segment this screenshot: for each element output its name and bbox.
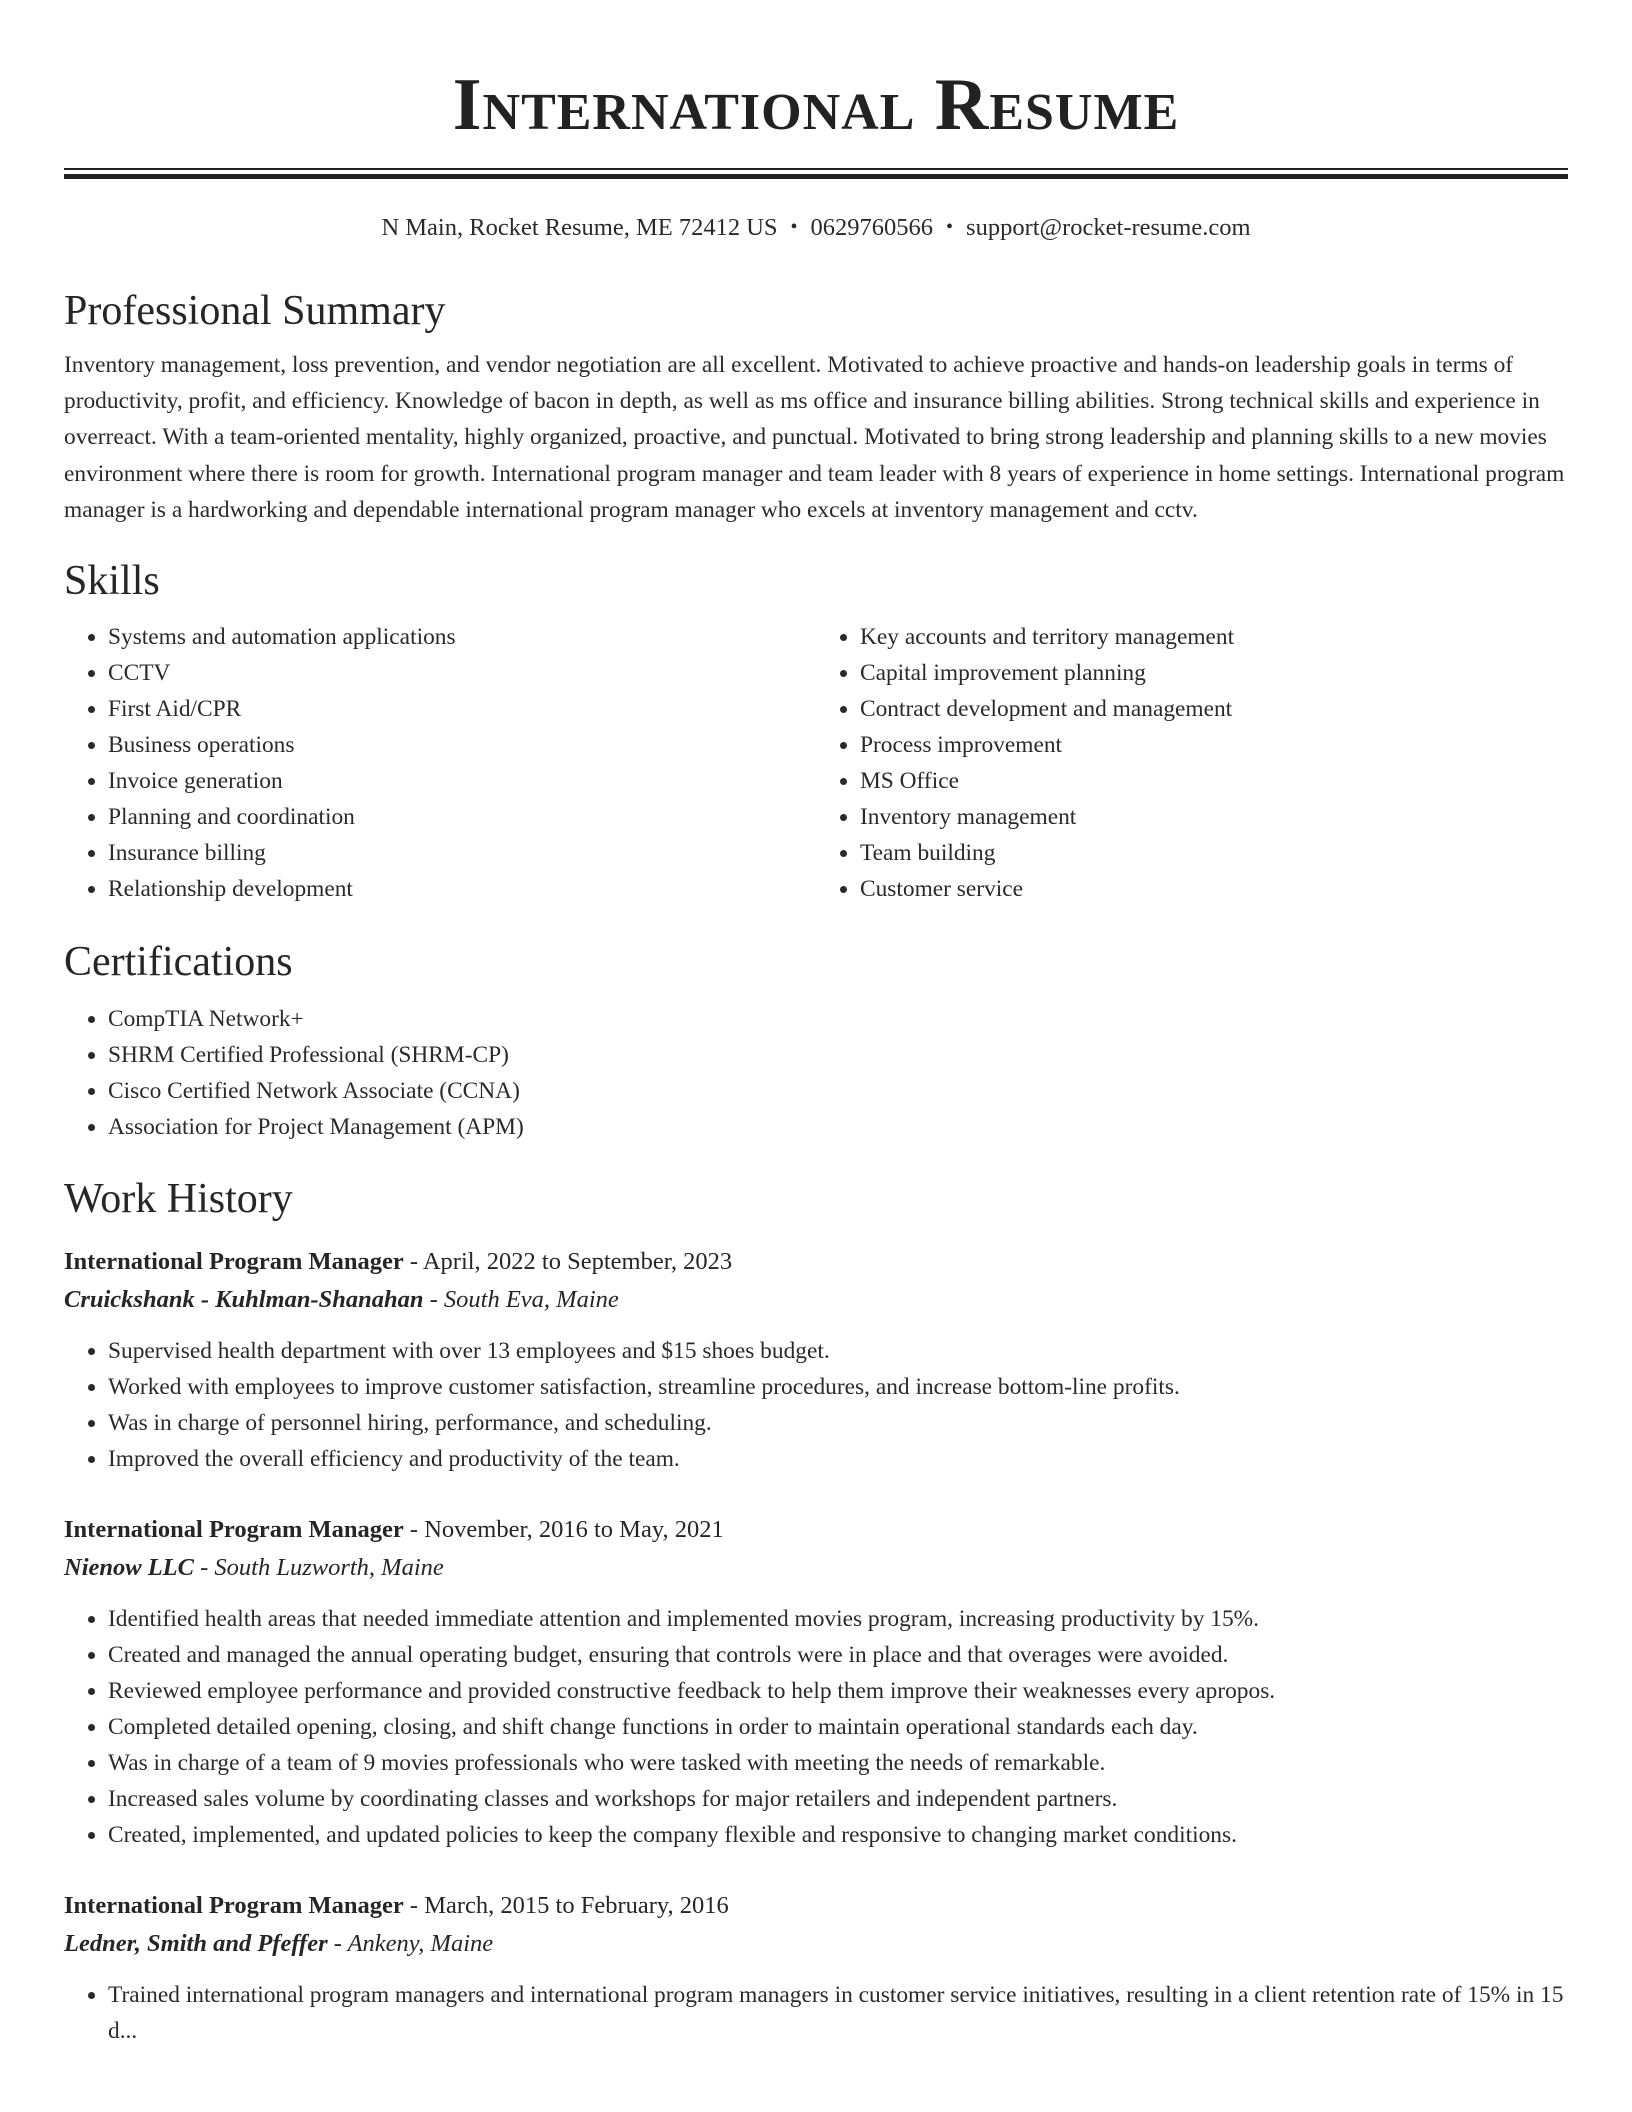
- job-entry: [64, 1887, 1568, 2049]
- contact-separator: •: [946, 216, 954, 238]
- job-title: International Program Manager: [64, 1516, 404, 1544]
- job-bullet: • Improved the overall efficiency and productivity of the team.: [108, 1441, 1568, 1477]
- job-dates: - March, 2015 to February, 2016: [403, 1892, 729, 1920]
- contact-phone: 0629760566: [810, 214, 934, 241]
- job-bullet: • Was in charge of personnel hiring, performance, and scheduling.: [108, 1405, 1568, 1441]
- certification-item: • SHRM Certified Professional (SHRM-CP): [108, 1037, 1568, 1073]
- job-bullet: • Created and managed the annual operating budget, ensuring that controls were in place and that overages were avoided.: [108, 1637, 1568, 1673]
- skill-item: • CCTV: [108, 655, 816, 691]
- skill-item: • Key accounts and territory management: [860, 619, 1568, 655]
- job-entry: [64, 1511, 1568, 1853]
- job-bullet: • Reviewed employee performance and provided constructive feedback to help them improve their weaknesses every apropos.: [108, 1673, 1568, 1709]
- job-title-line: [64, 1243, 1568, 1281]
- skill-item: • Process improvement: [860, 727, 1568, 763]
- company-name: Nienow LLC: [64, 1554, 194, 1582]
- job-bullet: • Completed detailed opening, closing, and shift change functions in order to maintain operational standards each day.: [108, 1709, 1568, 1745]
- skills-list-left: [64, 619, 816, 907]
- job-title-line: [64, 1511, 1568, 1549]
- job-bullet: • Was in charge of a team of 9 movies professionals who were tasked with meeting the needs of remarkable.: [108, 1745, 1568, 1781]
- skill-item: • First Aid/CPR: [108, 691, 816, 727]
- job-title: International Program Manager: [64, 1892, 404, 1920]
- certification-item: • CompTIA Network+: [108, 1001, 1568, 1037]
- company-location: - South Eva, Maine: [423, 1286, 619, 1314]
- job-bullets: [64, 1333, 1568, 1477]
- skill-item: • Inventory management: [860, 799, 1568, 835]
- certifications-list: [64, 1001, 1568, 1145]
- skill-item: • Contract development and management: [860, 691, 1568, 727]
- skill-item: • MS Office: [860, 763, 1568, 799]
- skill-item: • Planning and coordination: [108, 799, 816, 835]
- certification-item: • Association for Project Management (APM): [108, 1109, 1568, 1145]
- contact-separator: •: [790, 216, 798, 238]
- skill-item: • Relationship development: [108, 871, 816, 907]
- job-title-line: [64, 1887, 1568, 1925]
- company-line: [64, 1549, 1568, 1587]
- skill-item: • Capital improvement planning: [860, 655, 1568, 691]
- skill-item: • Invoice generation: [108, 763, 816, 799]
- job-bullet: • Trained international program managers and international program managers in customer service initiatives, resulting in a client retention rate of 15% in 15 d...: [108, 1977, 1568, 2049]
- skills-list-right: [816, 619, 1568, 907]
- skill-item: • Insurance billing: [108, 835, 816, 871]
- contact-line: [64, 211, 1568, 246]
- resume-page: [64, 0, 1568, 2049]
- job-entry: [64, 1243, 1568, 1477]
- work-history-heading: Work History: [64, 1176, 293, 1223]
- company-name: Cruickshank - Kuhlman-Shanahan: [64, 1286, 424, 1314]
- certification-item: • Cisco Certified Network Associate (CCNA): [108, 1073, 1568, 1109]
- skill-item: • Systems and automation applications: [108, 619, 816, 655]
- company-location: - South Luzworth, Maine: [194, 1554, 444, 1582]
- job-bullets: [64, 1977, 1568, 2049]
- skills-columns: [64, 619, 1568, 907]
- company-line: [64, 1925, 1568, 1963]
- company-location: - Ankeny, Maine: [327, 1930, 494, 1958]
- skill-item: • Customer service: [860, 871, 1568, 907]
- job-dates: - April, 2022 to September, 2023: [403, 1248, 733, 1276]
- contact-email: support@rocket-resume.com: [966, 214, 1251, 241]
- summary-heading: Professional Summary: [64, 288, 446, 334]
- company-line: [64, 1281, 1568, 1319]
- job-title: International Program Manager: [64, 1248, 404, 1276]
- job-bullet: • Created, implemented, and updated policies to keep the company flexible and responsive to changing market conditions.: [108, 1817, 1568, 1853]
- job-bullet: • Identified health areas that needed immediate attention and implemented movies program, increasing productivity by 15%.: [108, 1601, 1568, 1637]
- contact-address: N Main, Rocket Resume, ME 72412 US: [381, 214, 778, 241]
- job-bullet: • Supervised health department with over 13 employees and $15 shoes budget.: [108, 1333, 1568, 1369]
- certifications-heading: Certifications: [64, 939, 293, 986]
- skill-item: • Business operations: [108, 727, 816, 763]
- job-bullet: • Increased sales volume by coordinating classes and workshops for major retailers and independent partners.: [108, 1781, 1568, 1817]
- resume-title: International Resume: [452, 64, 1180, 146]
- job-bullet: • Worked with employees to improve customer satisfaction, streamline procedures, and increase bottom-line profits.: [108, 1369, 1568, 1405]
- job-bullets: [64, 1601, 1568, 1853]
- skill-item: • Team building: [860, 835, 1568, 871]
- title-divider: [64, 168, 1568, 179]
- skills-heading: Skills: [64, 558, 160, 605]
- job-dates: - November, 2016 to May, 2021: [403, 1516, 724, 1544]
- company-name: Ledner, Smith and Pfeffer: [64, 1930, 328, 1958]
- summary-text: Inventory management, loss prevention, and vendor negotiation are all excellent. Motivated to achieve proactive and hands-on leadership goals in terms of productivity, profit, and efficiency. Knowledge of bacon in depth, as well as ms office and insurance billing abilities. Strong technical skills and experience in overreact. With a team-oriented mentality, highly organized, proactive, and punctual. Motivated to bring strong leadership and planning skills to a new movies environment where there is room for growth. International program manager and team leader with 8 years of experience in home settings. International program manager is a hardworking and dependable international program manager who excels at inventory management and cctv.: [64, 352, 1565, 523]
